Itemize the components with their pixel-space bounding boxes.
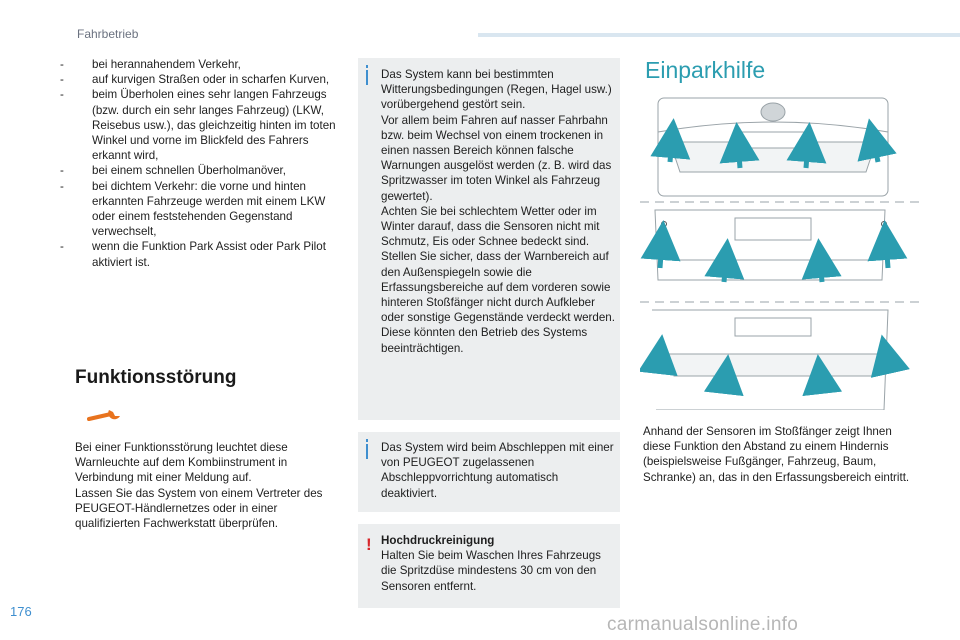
list-item: - beim Überholen eines sehr langen Fahrzeugs (bzw. durch ein sehr langes Fahrzeug) (LKW, Reisebus usw.), das gleichzeitig hinten im toten Winkel und vorne im Blickfeld des Fahrers erkannt wird, xyxy=(60,87,345,163)
watermark: carmanualsonline.info xyxy=(607,614,799,635)
front-bumper-drawing xyxy=(658,98,888,196)
warning-paragraph: Halten Sie beim Waschen Ihres Fahrzeugs die Spritzdüse mindestens 30 cm von den Sensoren entfernt. xyxy=(381,549,601,593)
fault-description xyxy=(75,440,345,531)
parking-description: Anhand der Sensoren im Stoßfänger zeigt Ihnen diese Funktion den Abstand zu einem Hindernis (beispielsweise Fußgänger, Fahrzeug, Baum, Schranke) an, das in den Erfassungsbereich eintritt. xyxy=(643,425,910,484)
wrench-icon xyxy=(87,407,125,430)
warning-title: Hochdruckreinigung xyxy=(381,534,495,547)
fault-paragraph: Bei einer Funktionsstörung leuchtet diese Warnleuchte auf dem Kombiinstrument in Verbindung mit einer Meldung auf. xyxy=(75,441,288,485)
warning-box-text xyxy=(381,533,617,594)
info-paragraph: Achten Sie bei schlechtem Wetter oder im Winter darauf, dass die Sensoren nicht mit Schmutz, Eis oder Schnee bedeckt sind. xyxy=(381,204,600,249)
info-box-towing-text: Das System wird beim Abschleppen mit einer von PEUGEOT zugelassenen Abschleppvorrichtung automatisch deaktiviert. xyxy=(381,441,614,500)
left-column xyxy=(60,57,345,270)
list-item: - bei herannahendem Verkehr, xyxy=(60,57,345,72)
info-icon xyxy=(366,444,368,459)
info-box-weather-text xyxy=(381,67,617,356)
list-item: - bei einem schnellen Überholmanöver, xyxy=(60,163,345,178)
info-paragraph: Vor allem beim Fahren auf nasser Fahrbahn bzw. beim Wechsel von einem trockenen in einen nassen Bereich können falsche Warnungen ausgelöst werden (z. B. wird das Spritzwasser im toten Winkel als Fahrzeug gewertet). xyxy=(381,113,612,203)
list-item: - bei dichtem Verkehr: die vorne und hinten erkannten Fahrzeuge werden mit einem LKW oder einem feststehenden Gegenstand verwechselt, xyxy=(60,179,345,240)
sensor-illustration xyxy=(640,92,920,410)
warning-icon: ! xyxy=(366,535,372,554)
list-item: - wenn die Funktion Park Assist oder Park Pilot aktiviert ist. xyxy=(60,239,345,269)
parking-title: Einparkhilfe xyxy=(645,57,766,83)
info-icon xyxy=(366,70,368,85)
info-paragraph: Das System kann bei bestimmten Witterungsbedingungen (Regen, Hagel usw.) vorübergehend gestört sein. xyxy=(381,68,612,112)
header-bar xyxy=(478,33,960,37)
rear-bumper-drawing xyxy=(655,210,888,282)
section-header: Fahrbetrieb xyxy=(77,27,139,41)
fault-paragraph: Lassen Sie das System von einem Vertreter des PEUGEOT-Händlernetzes oder in einer qualifizierten Fachwerkstatt überprüfen. xyxy=(75,486,323,531)
condition-list xyxy=(60,57,345,270)
fault-title: Funktionsstörung xyxy=(75,367,237,388)
page-number: 176 xyxy=(10,604,32,619)
info-paragraph: Stellen Sie sicher, dass der Warnbereich auf den Außenspiegeln sowie die Erfassungsbereiche auf dem vorderen sowie hinteren Stoßfänger nicht durch Aufkleber oder sonstige Gegenstände verdeckt werden. Diese könnten den Betrieb des Systems beeinträchtigen. xyxy=(381,250,615,355)
rear-bumper-drawing-alt xyxy=(652,310,890,410)
list-item: - auf kurvigen Straßen oder in scharfen Kurven, xyxy=(60,72,345,87)
